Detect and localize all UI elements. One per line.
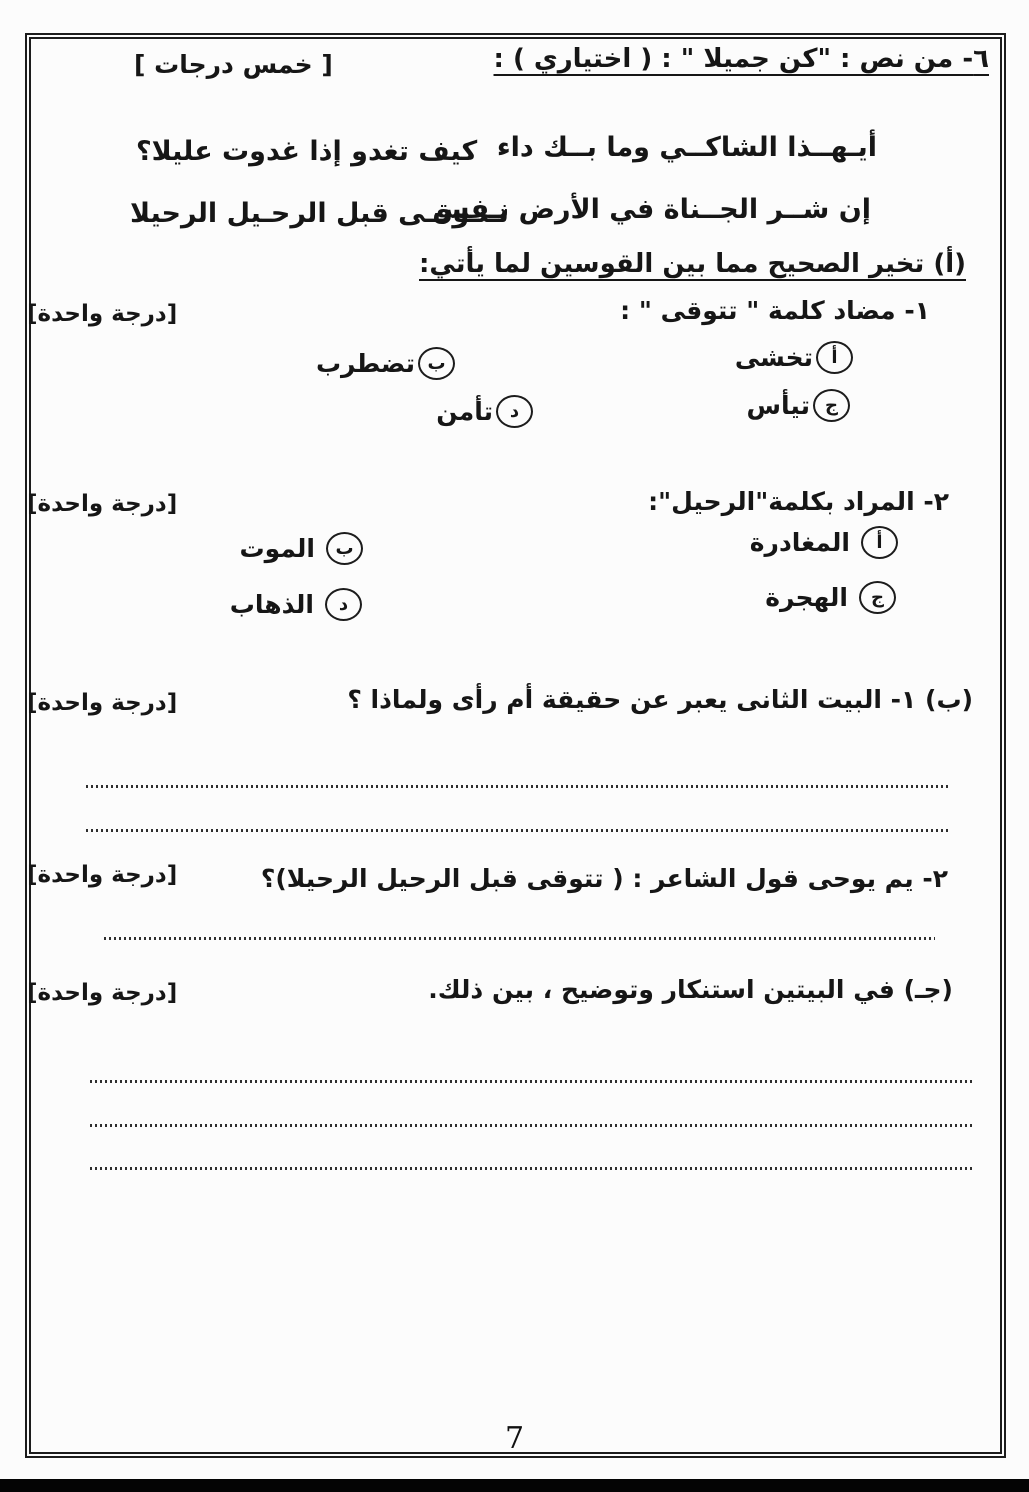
q1-option-d-circle-icon[interactable]: د [496, 395, 533, 428]
q1-option-a-label: تخشى [734, 343, 813, 372]
verse-1-second-hemistich: كيف تغدو إذا غدوت عليلا؟ [136, 136, 478, 167]
mark-label-b1: [درجة واحدة] [27, 690, 178, 716]
mark-label-c: [درجة واحدة] [27, 980, 178, 1006]
q2-option-d[interactable] [230, 588, 362, 621]
page-number: 7 [504, 1421, 525, 1456]
q2-option-b[interactable] [239, 532, 363, 565]
answer-line[interactable] [90, 1124, 975, 1127]
q2-option-a[interactable] [750, 526, 898, 559]
q1-option-b-label: تضطرب [315, 349, 415, 378]
q1-option-d[interactable] [436, 395, 533, 428]
question-6-title: ٦- من نص : "كن جميلا " : ( اختياري ) : [493, 44, 989, 74]
q1-option-c-circle-icon[interactable]: ج [813, 389, 850, 422]
mark-label-a1: [درجة واحدة] [27, 301, 178, 327]
footer-black-bar [0, 1479, 1029, 1492]
q2-option-b-label: الموت [239, 534, 315, 563]
q1-option-a[interactable] [735, 341, 853, 374]
mark-label-a2: [درجة واحدة] [27, 491, 178, 517]
mark-label-b2: [درجة واحدة] [27, 862, 178, 888]
q1-option-c-label: تيأس [746, 391, 810, 420]
section-a-question-2: ٢- المراد بكلمة"الرحيل": [648, 487, 949, 516]
q1-option-c[interactable] [747, 389, 850, 422]
answer-line[interactable] [90, 1167, 975, 1170]
q2-option-c-circle-icon[interactable]: ج [859, 581, 896, 614]
total-marks-label: [ خمس درجات ] [134, 50, 333, 79]
q1-option-a-circle-icon[interactable]: أ [816, 341, 853, 374]
answer-line[interactable] [90, 1080, 975, 1083]
q2-option-d-circle-icon[interactable]: د [325, 588, 362, 621]
section-a-question-1: ١- مضاد كلمة " تتوقى " : [620, 296, 930, 325]
answer-line[interactable] [104, 937, 935, 940]
section-c-question: (جـ) في البيتين استنكار وتوضيح ، بين ذلك. [428, 975, 953, 1004]
verse-1-first-hemistich: أيـهــذا الشاكــي وما بــك داء [496, 132, 877, 163]
section-a-title: (أ) تخير الصحيح مما بين القوسين لما يأتي: [419, 249, 966, 279]
q1-option-b[interactable] [316, 347, 455, 380]
q2-option-b-circle-icon[interactable]: ب [326, 532, 363, 565]
q2-option-a-circle-icon[interactable]: أ [861, 526, 898, 559]
verse-2-first-hemistich: إن شــر الجــناة في الأرض نـفس [432, 194, 871, 225]
q1-option-d-label: تأمن [436, 397, 493, 426]
section-b-question-2: ٢- يم يوحى قول الشاعر : ( تتوقى قبل الرحيل الرحيلا)؟ [260, 864, 948, 893]
answer-line[interactable] [86, 785, 951, 788]
q2-option-c-label: الهجرة [765, 583, 848, 612]
q2-option-c[interactable] [765, 581, 896, 614]
section-b-question-1: (ب) ١- البيت الثانى يعبر عن حقيقة أم رأى ولماذا ؟ [347, 685, 973, 714]
q1-option-b-circle-icon[interactable]: ب [418, 347, 455, 380]
q2-option-a-label: المغادرة [749, 528, 850, 557]
q2-option-d-label: الذهاب [229, 590, 314, 619]
page-border-frame [25, 33, 1006, 1458]
verse-2-second-hemistich: تـتـوقـى قبل الرحـيل الرحيلا [130, 198, 509, 229]
answer-line[interactable] [86, 829, 951, 832]
